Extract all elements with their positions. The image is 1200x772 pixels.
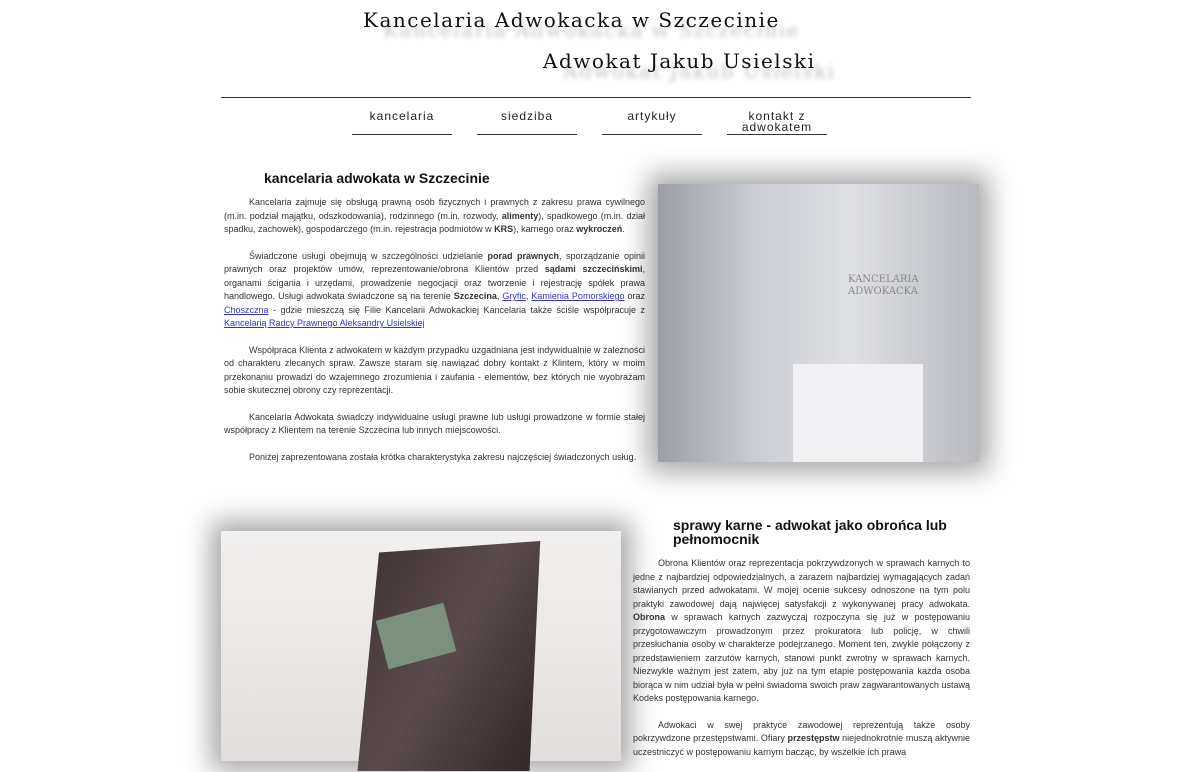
main-nav xyxy=(352,111,827,135)
nav-kancelaria[interactable]: kancelaria xyxy=(352,111,452,135)
nav-siedziba[interactable]: siedziba xyxy=(477,111,577,135)
text: Kancelaria Adwokata świadczy indywidualne usługi prawne lub usługi prowadzone w formie stałej współpracy z Klientem na terenie Szczecina lub innych miejscowości. xyxy=(224,411,645,435)
text: Kancelaria zajmuje się obsługą prawną osób fizycznych i prawnych z zakresu prawa cywilnego (m.in. podział majątku, odszkodowania), rodzinnego (m.in. rozwody, xyxy=(224,197,645,221)
paragraph xyxy=(224,250,645,331)
section-text-kancelaria xyxy=(224,196,645,477)
text: w sprawach karnych zazwyczaj rozpoczyna się już w postępowaniu przygotowawczym prowadzonym przez prokuratora lub policję, w chwili przesłuchania osoby w charakterze podejrzanego. Moment ten, zwykle połączony z przedstawieniem zarzutów karnych, stanowi punkt zwrotny w sprawach karnych. Niezwykle ważnym jest zatem, aby już na tym etapie postępowania każda osoba biorąca w nim udział była w pełni świadoma swoich praw zagwarantowanych ustawą Kodeks postępowania karnego. xyxy=(633,612,970,703)
text: ), karnego oraz xyxy=(513,224,577,234)
site-title: Kancelaria Adwokacka w Szczecinie xyxy=(363,8,780,32)
nav-kontakt[interactable]: kontakt z adwokatem xyxy=(727,111,827,135)
paragraph xyxy=(633,557,970,706)
text: Świadczone usługi obejmują w szczególności udzielanie xyxy=(249,250,488,261)
text: Poniżej zaprezentowana została krótka charakterystyka zakresu najczęściej świadczonych usług. xyxy=(249,451,637,462)
text: ), spadkowego (m.in. dział spadku, zachowek), gospodarczego (m.in. rejestracja podmiotów w xyxy=(224,210,645,234)
text: Współpraca Klienta z adwokatem w każdym przypadku uzgadniana jest indywidualnie w zależności od charakteru zlecanych spraw. Zawsze staram się nawiązać dobry kontakt z Klintem, który w moim przekonaniu prowadzi do wzajemnego zrozumienia i zaufania - elementów, bez których nie wyobrażam sobie skutecznej obrony czy reprezentacji. xyxy=(224,344,645,395)
bold-text: przestępstw xyxy=(787,733,840,743)
paragraph xyxy=(633,719,970,760)
text: - gdzie mieszczą się Filie Kancelarii Adwokackiej Kancelaria także ściśle współpracuje z xyxy=(268,304,645,315)
location-link[interactable]: Gryfic xyxy=(502,291,526,301)
nav-artykuly[interactable]: artykuły xyxy=(602,111,702,135)
location-link[interactable]: Kancelarią Radcy Prawnego Aleksandry Usielskiej xyxy=(224,318,425,328)
text: , sporządzanie opinii prawnych oraz projektów umów, reprezentowanie/obrona Klientów przed xyxy=(224,250,645,274)
text: niejednokrotnie muszą aktywnie uczestniczyć w postępowaniu karnym bacząc, by wszelkie ich prawa xyxy=(633,733,970,757)
paragraph xyxy=(224,344,645,398)
location-link[interactable]: Choszczna xyxy=(224,304,269,315)
location-link[interactable]: Kamienia Pomorskiego xyxy=(531,291,625,301)
text: , xyxy=(496,291,503,301)
bold-text: porad prawnych xyxy=(487,250,559,261)
bold-text: alimenty xyxy=(501,210,539,221)
text: oraz xyxy=(624,291,645,301)
bold-text: KRS xyxy=(494,224,514,234)
section-text-karne xyxy=(633,557,970,772)
bold-text: Szczecina xyxy=(453,291,497,301)
office-photo xyxy=(658,184,979,462)
text: . xyxy=(622,224,625,234)
section-heading-kancelaria: kancelaria adwokata w Szczecinie xyxy=(264,170,490,186)
bold-text: Obrona xyxy=(633,612,666,622)
chair-photo xyxy=(221,531,621,761)
office-sign: KANCELARIA ADWOKACKA xyxy=(848,274,919,297)
site-subtitle: Adwokat Jakub Usielski xyxy=(543,49,816,73)
header-divider xyxy=(221,97,971,98)
text: , xyxy=(525,291,532,301)
bold-text: sądami szczecińskimi xyxy=(544,264,643,274)
text: , organami ścigania i urzędami, prowadzenie negocjacji oraz tworzenie i rejestrację spółek prawa handlowego. Usługi adwokata świadczone są na terenie xyxy=(224,264,645,301)
paragraph xyxy=(224,196,645,237)
paragraph xyxy=(224,451,645,465)
text: Obrona Klientów oraz reprezentacja pokrzywdzonych w sprawach karnych to jedne z najbardziej odpowiedzialnych, a zarazem najbardziej wymagających zadań stawianych przed adwokatami. W mojej ocenie sukcesy odnoszone na tym polu praktyki zawodowej dają najwięcej satysfakcji z wykonywanej pracy adwokata. xyxy=(633,558,970,609)
section-heading-karne: sprawy karne - adwokat jako obrońca lub pełnomocnik xyxy=(673,517,947,547)
text: Adwokaci w swej praktyce zawodowej reprezentują także osoby pokrzywdzone przestępstwami. Ofiary xyxy=(633,719,970,743)
paragraph xyxy=(224,411,645,438)
bold-text: wykroczeń xyxy=(576,224,623,234)
